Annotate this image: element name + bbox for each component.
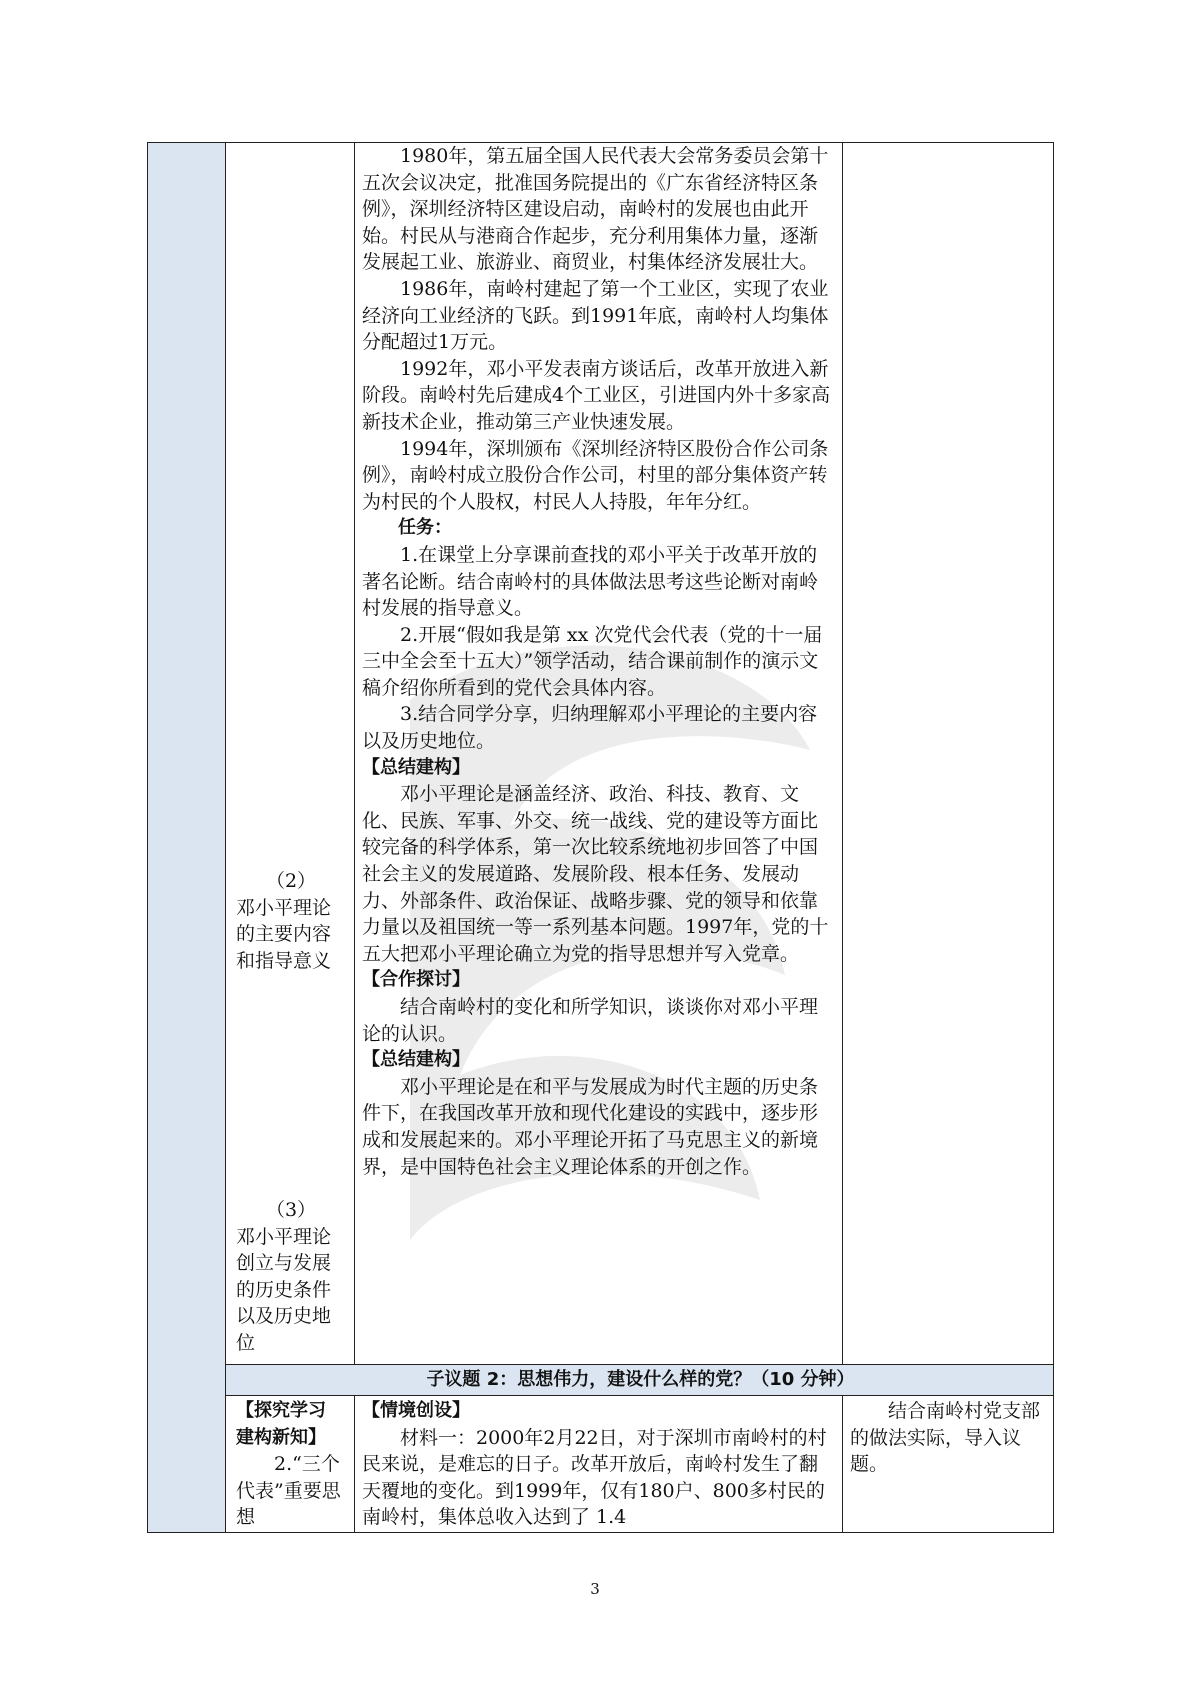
section-3-label	[236, 1197, 346, 1357]
cooperation-heading: 【合作探讨】	[362, 969, 470, 991]
section-3-title: 邓小平理论创立与发展的历史条件以及历史地位	[236, 1225, 332, 1354]
section-3-number: （3）	[265, 1199, 317, 1221]
inquiry-label	[236, 1398, 346, 1531]
summary-2: 邓小平理论是在和平与发展成为时代主题的历史条件下，在我国改革开放和现代化建设的实践中，逐步形成和发展起来的。邓小平理论开拓了马克思主义的新境界，是中国特色社会主义理论体系的开创之作。	[362, 1075, 819, 1178]
three-represents-label: 2.“三个代表”重要思想	[236, 1453, 341, 1529]
main-content	[362, 143, 834, 1180]
paragraph-1986: 1986年，南岭村建起了第一个工业区，实现了农业经济向工业经济的飞跃。到1991年底，南岭村人均集体分配超过1万元。	[362, 277, 829, 354]
task-1: 1.在课堂上分享课前查找的邓小平关于改革开放的著名论断。结合南岭村的具体做法思考这些论断对南岭村发展的指导意义。	[362, 543, 819, 620]
scenario-content	[362, 1398, 834, 1531]
material-1: 材料一：2000年2月22日，对于深圳市南岭村的村民来说，是难忘的日子。改革开放后，南岭村发生了翻天覆地的变化。到1999年，仅有180户、800多村民的南岭村，集体总收入达到了 1.4	[362, 1426, 827, 1529]
page-number: 3	[590, 1580, 600, 1598]
section-2-title: 邓小平理论的主要内容和指导意义	[236, 896, 332, 972]
design-note	[850, 1398, 1046, 1478]
summary-heading-2: 【总结建构】	[362, 1049, 470, 1071]
inquiry-line-1: 【探究学习	[236, 1400, 326, 1421]
cooperation-text: 结合南岭村的变化和所学知识，谈谈你对邓小平理论的认识。	[362, 996, 819, 1045]
scenario-heading: 【情境创设】	[362, 1400, 470, 1421]
paragraph-1994: 1994年，深圳颁布《深圳经济特区股份合作公司条例》，南岭村成立股份合作公司，村里的部分集体资产转为村民的个人股权，村民人人持股，年年分红。	[362, 437, 829, 513]
subtopic-2-title: 子议题 2：思想伟力，建设什么样的党？（10 分钟）	[426, 1369, 855, 1390]
summary-1: 邓小平理论是涵盖经济、政治、科技、教育、文化、民族、军事、外交、统一战线、党的建设等方面比较完备的科学体系，第一次比较系统地初步回答了中国社会主义的发展道路、发展阶段、根本任务、发展动力、外部条件、政治保证、战略步骤、党的领导和依靠力量以及祖国统一等一系列基本问题。1997年，党的十五大把邓小平理论确立为党的指导思想并写入党章。	[362, 783, 829, 965]
summary-heading-1: 【总结建构】	[362, 756, 470, 778]
task-3: 3.结合同学分享，归纳理解邓小平理论的主要内容以及历史地位。	[362, 703, 818, 753]
task-2: 2.开展“假如我是第 xx 次党代会代表（党的十一届三中全会至十五大）”领学活动，结合课前制作的演示文稿介绍你所看到的党代会具体内容。	[362, 623, 823, 699]
paragraph-1992: 1992年，邓小平发表南方谈话后，改革开放进入新阶段。南岭村先后建成4个工业区，引进国内外十多家高新技术企业，推动第三产业快速发展。	[362, 357, 831, 433]
paragraph-1980: 1980年，第五届全国人民代表大会常务委员会第十五次会议决定，批准国务院提出的《广东省经济特区条例》，深圳经济特区建设启动，南岭村的发展也由此开始。村民从与港商合作起步，充分利用集体力量，逐渐发展起工业、旅游业、商贸业，村集体经济发展壮大。	[362, 145, 829, 274]
section-2-number: （2）	[265, 870, 317, 892]
task-heading: 任务：	[398, 517, 452, 539]
inquiry-line-2: 建构新知】	[236, 1426, 326, 1448]
section-2-label	[236, 868, 346, 974]
left-side-band	[147, 142, 225, 1532]
design-note-text: 结合南岭村党支部的做法实际，导入议题。	[850, 1400, 1041, 1476]
